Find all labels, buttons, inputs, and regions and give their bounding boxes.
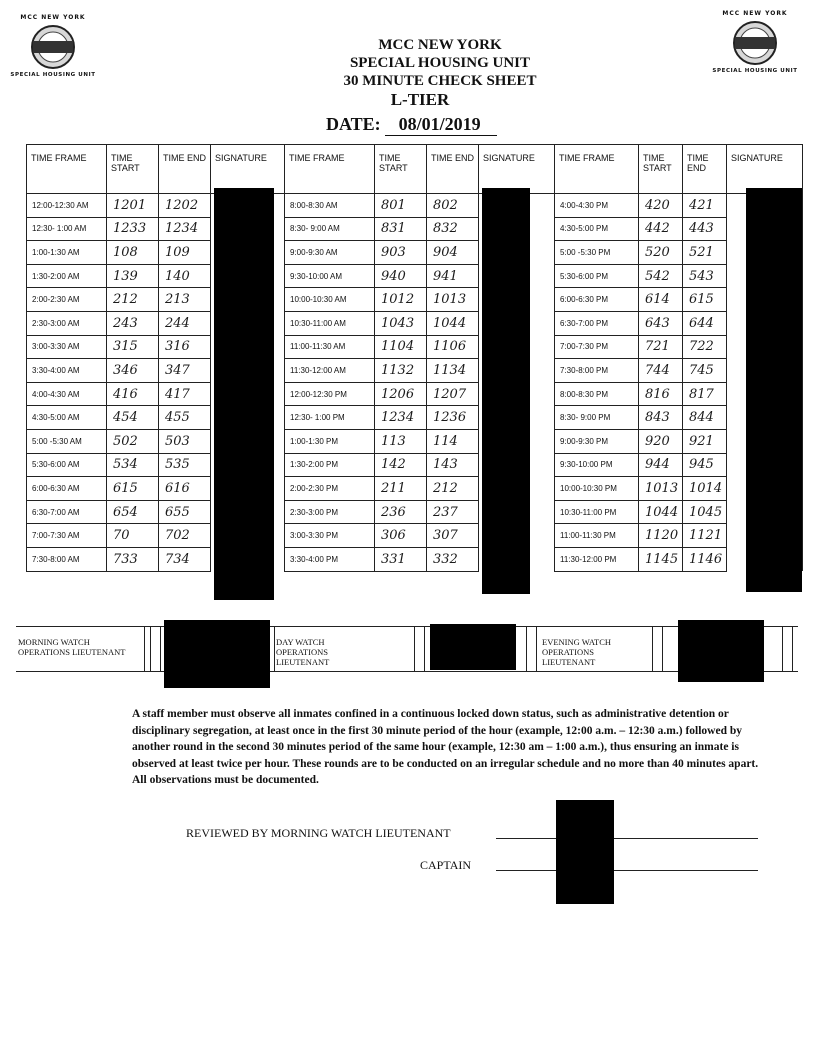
time-frame-cell: 1:00-1:30 PM [285, 429, 375, 453]
logo-subcaption: SPECIAL HOUSING UNIT [712, 68, 798, 74]
time-end-cell: 1106 [427, 335, 479, 359]
time-end-cell: 1121 [683, 524, 727, 548]
time-end-cell: 521 [683, 241, 727, 265]
time-start-cell: 139 [107, 264, 159, 288]
table-row [27, 453, 803, 477]
logo-subcaption: SPECIAL HOUSING UNIT [10, 72, 96, 78]
time-frame-cell: 8:00-8:30 PM [555, 382, 639, 406]
time-start-cell: 1145 [639, 547, 683, 571]
time-frame-cell: 5:30-6:00 AM [27, 453, 107, 477]
header-tier: L-TIER [390, 90, 450, 109]
time-end-cell: 212 [427, 477, 479, 501]
redacted-signature-block [746, 188, 802, 592]
time-end-cell: 1236 [427, 406, 479, 430]
time-start-cell: 944 [639, 453, 683, 477]
time-frame-cell: 1:30-2:00 PM [285, 453, 375, 477]
time-frame-cell: 11:30-12:00 AM [285, 359, 375, 383]
table-row [27, 429, 803, 453]
redacted-lieutenant-signature [164, 620, 270, 688]
shu-logo-left [8, 14, 98, 78]
time-end-cell: 244 [159, 311, 211, 335]
time-frame-cell: 8:00-8:30 AM [285, 194, 375, 218]
time-frame-cell: 7:30-8:00 AM [27, 547, 107, 571]
time-start-cell: 816 [639, 382, 683, 406]
time-start-cell: 1012 [375, 288, 427, 312]
captain-label: CAPTAIN [420, 858, 472, 872]
time-start-cell: 733 [107, 547, 159, 571]
time-frame-cell: 10:00-10:30 AM [285, 288, 375, 312]
time-end-cell: 455 [159, 406, 211, 430]
time-start-cell: 1120 [639, 524, 683, 548]
time-end-cell: 1207 [427, 382, 479, 406]
reviewed-by-lieutenant-label: REVIEWED BY MORNING WATCH LIEUTENANT [186, 826, 451, 840]
time-frame-cell: 8:30- 9:00 AM [285, 217, 375, 241]
time-end-cell: 1013 [427, 288, 479, 312]
time-start-cell: 615 [107, 477, 159, 501]
time-frame-cell: 4:00-4:30 AM [27, 382, 107, 406]
table-row [27, 264, 803, 288]
time-frame-cell: 9:00-9:30 PM [555, 429, 639, 453]
time-start-cell: 744 [639, 359, 683, 383]
check-sheet-table [26, 144, 803, 572]
time-frame-cell: 12:00-12:30 AM [27, 194, 107, 218]
time-frame-header: TIME FRAME [555, 145, 639, 194]
table-row [27, 547, 803, 571]
time-end-cell: 655 [159, 500, 211, 524]
date-label: DATE: [326, 114, 381, 134]
time-end-cell: 1045 [683, 500, 727, 524]
time-start-cell: 108 [107, 241, 159, 265]
table-row [27, 477, 803, 501]
time-frame-cell: 10:00-10:30 PM [555, 477, 639, 501]
time-frame-cell: 12:00-12:30 PM [285, 382, 375, 406]
time-end-cell: 616 [159, 477, 211, 501]
time-start-cell: 70 [107, 524, 159, 548]
time-end-cell: 443 [683, 217, 727, 241]
time-frame-header: TIME FRAME [285, 145, 375, 194]
time-frame-cell: 3:30-4:00 AM [27, 359, 107, 383]
time-frame-cell: 11:00-11:30 AM [285, 335, 375, 359]
time-end-cell: 644 [683, 311, 727, 335]
time-start-cell: 1233 [107, 217, 159, 241]
observation-policy-notice: A staff member must observe all inmates confined in a continuous locked down status, such as administrative detention or disciplinary segregation, at least once in the first 30 minute period of the hour (example, 12:00 a.m. – 12:30 a.m.) followed by another round in the second 30 minutes period of the same hour (example, 12:30 am – 1:00 a.m.), thus ensuring an inmate is observed at least twice per hour. These rounds are to be conducted on an irregular schedule and no more than 40 minutes apart. All observations must be documented. [132, 708, 759, 786]
time-start-cell: 212 [107, 288, 159, 312]
time-start-cell: 542 [639, 264, 683, 288]
time-end-cell: 941 [427, 264, 479, 288]
time-end-cell: 503 [159, 429, 211, 453]
time-end-cell: 734 [159, 547, 211, 571]
table-row [27, 524, 803, 548]
time-frame-cell: 2:30-3:00 PM [285, 500, 375, 524]
time-end-cell: 1234 [159, 217, 211, 241]
time-end-cell: 832 [427, 217, 479, 241]
logo-caption: MCC NEW YORK [722, 10, 788, 17]
time-start-cell: 243 [107, 311, 159, 335]
time-frame-cell: 7:00-7:30 AM [27, 524, 107, 548]
evening-watch-label: EVENING WATCH OPERATIONS LIEUTENANT [542, 637, 612, 667]
time-start-cell: 306 [375, 524, 427, 548]
time-frame-cell: 12:30- 1:00 AM [27, 217, 107, 241]
redacted-lieutenant-signature [678, 620, 764, 682]
time-frame-cell: 11:00-11:30 PM [555, 524, 639, 548]
time-start-cell: 654 [107, 500, 159, 524]
time-frame-cell: 1:00-1:30 AM [27, 241, 107, 265]
time-end-header: TIME END [159, 145, 211, 194]
time-end-cell: 817 [683, 382, 727, 406]
time-frame-cell: 5:00 -5:30 AM [27, 429, 107, 453]
table-row [27, 288, 803, 312]
time-end-cell: 1014 [683, 477, 727, 501]
time-end-cell: 921 [683, 429, 727, 453]
time-frame-cell: 6:30-7:00 AM [27, 500, 107, 524]
time-end-cell: 1146 [683, 547, 727, 571]
time-end-cell: 114 [427, 429, 479, 453]
time-start-cell: 721 [639, 335, 683, 359]
day-watch-label: DAY WATCH OPERATIONS LIEUTENANT [276, 637, 330, 667]
redacted-lieutenant-signature [430, 624, 516, 670]
table-row [27, 359, 803, 383]
time-frame-cell: 3:00-3:30 AM [27, 335, 107, 359]
time-frame-cell: 4:30-5:00 AM [27, 406, 107, 430]
time-end-cell: 421 [683, 194, 727, 218]
time-end-header: TIME END [683, 145, 727, 194]
time-start-cell: 1104 [375, 335, 427, 359]
table-row [27, 194, 803, 218]
time-start-cell: 1201 [107, 194, 159, 218]
header-facility: MCC NEW YORK [378, 37, 502, 53]
time-end-cell: 722 [683, 335, 727, 359]
time-end-cell: 1044 [427, 311, 479, 335]
time-frame-cell: 5:30-6:00 PM [555, 264, 639, 288]
table-row [27, 217, 803, 241]
time-start-cell: 502 [107, 429, 159, 453]
time-frame-cell: 2:30-3:00 AM [27, 311, 107, 335]
time-end-cell: 417 [159, 382, 211, 406]
shu-emblem-icon [29, 24, 77, 70]
time-start-cell: 113 [375, 429, 427, 453]
time-frame-cell: 3:00-3:30 PM [285, 524, 375, 548]
time-frame-cell: 7:00-7:30 PM [555, 335, 639, 359]
time-start-cell: 142 [375, 453, 427, 477]
time-start-cell: 831 [375, 217, 427, 241]
time-frame-cell: 8:30- 9:00 PM [555, 406, 639, 430]
time-end-cell: 307 [427, 524, 479, 548]
time-end-cell: 904 [427, 241, 479, 265]
time-end-cell: 140 [159, 264, 211, 288]
time-start-cell: 416 [107, 382, 159, 406]
redacted-signature-block [214, 188, 274, 600]
time-frame-cell: 7:30-8:00 PM [555, 359, 639, 383]
time-end-cell: 143 [427, 453, 479, 477]
time-start-cell: 843 [639, 406, 683, 430]
table-row [27, 382, 803, 406]
time-frame-cell: 6:30-7:00 PM [555, 311, 639, 335]
time-start-cell: 331 [375, 547, 427, 571]
time-start-cell: 903 [375, 241, 427, 265]
time-end-cell: 316 [159, 335, 211, 359]
date-line [326, 114, 497, 136]
time-start-cell: 1132 [375, 359, 427, 383]
time-end-cell: 213 [159, 288, 211, 312]
time-start-cell: 454 [107, 406, 159, 430]
time-start-cell: 442 [639, 217, 683, 241]
time-start-cell: 920 [639, 429, 683, 453]
time-start-header: TIME START [639, 145, 683, 194]
time-end-cell: 347 [159, 359, 211, 383]
table-row [27, 241, 803, 265]
shu-logo-right [710, 10, 800, 74]
signature-header: SIGNATURE [727, 145, 803, 194]
time-end-cell: 702 [159, 524, 211, 548]
time-frame-cell: 4:30-5:00 PM [555, 217, 639, 241]
time-start-cell: 614 [639, 288, 683, 312]
header-sheet-title: 30 MINUTE CHECK SHEET [343, 73, 537, 89]
time-frame-cell: 6:00-6:30 PM [555, 288, 639, 312]
logo-caption: MCC NEW YORK [20, 14, 86, 21]
time-frame-cell: 9:00-9:30 AM [285, 241, 375, 265]
time-start-header: TIME START [375, 145, 427, 194]
time-end-cell: 332 [427, 547, 479, 571]
time-frame-cell: 2:00-2:30 PM [285, 477, 375, 501]
time-frame-cell: 4:00-4:30 PM [555, 194, 639, 218]
time-frame-cell: 12:30- 1:00 PM [285, 406, 375, 430]
time-end-cell: 844 [683, 406, 727, 430]
table-row [27, 500, 803, 524]
time-start-cell: 1013 [639, 477, 683, 501]
document-header [300, 36, 580, 110]
time-frame-cell: 10:30-11:00 AM [285, 311, 375, 335]
time-end-cell: 109 [159, 241, 211, 265]
time-end-cell: 745 [683, 359, 727, 383]
time-frame-header: TIME FRAME [27, 145, 107, 194]
header-unit: SPECIAL HOUSING UNIT [349, 55, 531, 71]
time-end-cell: 535 [159, 453, 211, 477]
time-start-header: TIME START [107, 145, 159, 194]
signature-header: SIGNATURE [211, 145, 285, 194]
redacted-reviewer-signature [556, 800, 614, 904]
captain-signature-line [496, 870, 758, 871]
time-end-cell: 802 [427, 194, 479, 218]
time-start-cell: 520 [639, 241, 683, 265]
morning-watch-label: MORNING WATCH OPERATIONS LIEUTENANT [18, 637, 126, 657]
table-header-row [27, 145, 803, 194]
time-frame-cell: 10:30-11:00 PM [555, 500, 639, 524]
lieutenant-signature-line [496, 838, 758, 839]
time-frame-cell: 3:30-4:00 PM [285, 547, 375, 571]
time-frame-cell: 1:30-2:00 AM [27, 264, 107, 288]
table-row [27, 335, 803, 359]
time-frame-cell: 5:00 -5:30 PM [555, 241, 639, 265]
time-start-cell: 1043 [375, 311, 427, 335]
time-frame-cell: 2:00-2:30 AM [27, 288, 107, 312]
table-row [27, 311, 803, 335]
time-start-cell: 1044 [639, 500, 683, 524]
time-start-cell: 534 [107, 453, 159, 477]
table-row [27, 406, 803, 430]
time-start-cell: 211 [375, 477, 427, 501]
signature-header: SIGNATURE [479, 145, 555, 194]
shu-emblem-icon [731, 20, 779, 66]
time-frame-cell: 6:00-6:30 AM [27, 477, 107, 501]
time-frame-cell: 11:30-12:00 PM [555, 547, 639, 571]
time-end-cell: 615 [683, 288, 727, 312]
time-frame-cell: 9:30-10:00 PM [555, 453, 639, 477]
time-start-cell: 315 [107, 335, 159, 359]
time-start-cell: 801 [375, 194, 427, 218]
time-end-header: TIME END [427, 145, 479, 194]
time-end-cell: 1134 [427, 359, 479, 383]
redacted-signature-block [482, 188, 530, 594]
time-start-cell: 236 [375, 500, 427, 524]
date-value: 08/01/2019 [385, 114, 497, 136]
time-start-cell: 346 [107, 359, 159, 383]
time-start-cell: 420 [639, 194, 683, 218]
time-end-cell: 1202 [159, 194, 211, 218]
time-end-cell: 237 [427, 500, 479, 524]
time-end-cell: 543 [683, 264, 727, 288]
time-start-cell: 643 [639, 311, 683, 335]
time-start-cell: 940 [375, 264, 427, 288]
time-end-cell: 945 [683, 453, 727, 477]
time-start-cell: 1234 [375, 406, 427, 430]
time-start-cell: 1206 [375, 382, 427, 406]
time-frame-cell: 9:30-10:00 AM [285, 264, 375, 288]
